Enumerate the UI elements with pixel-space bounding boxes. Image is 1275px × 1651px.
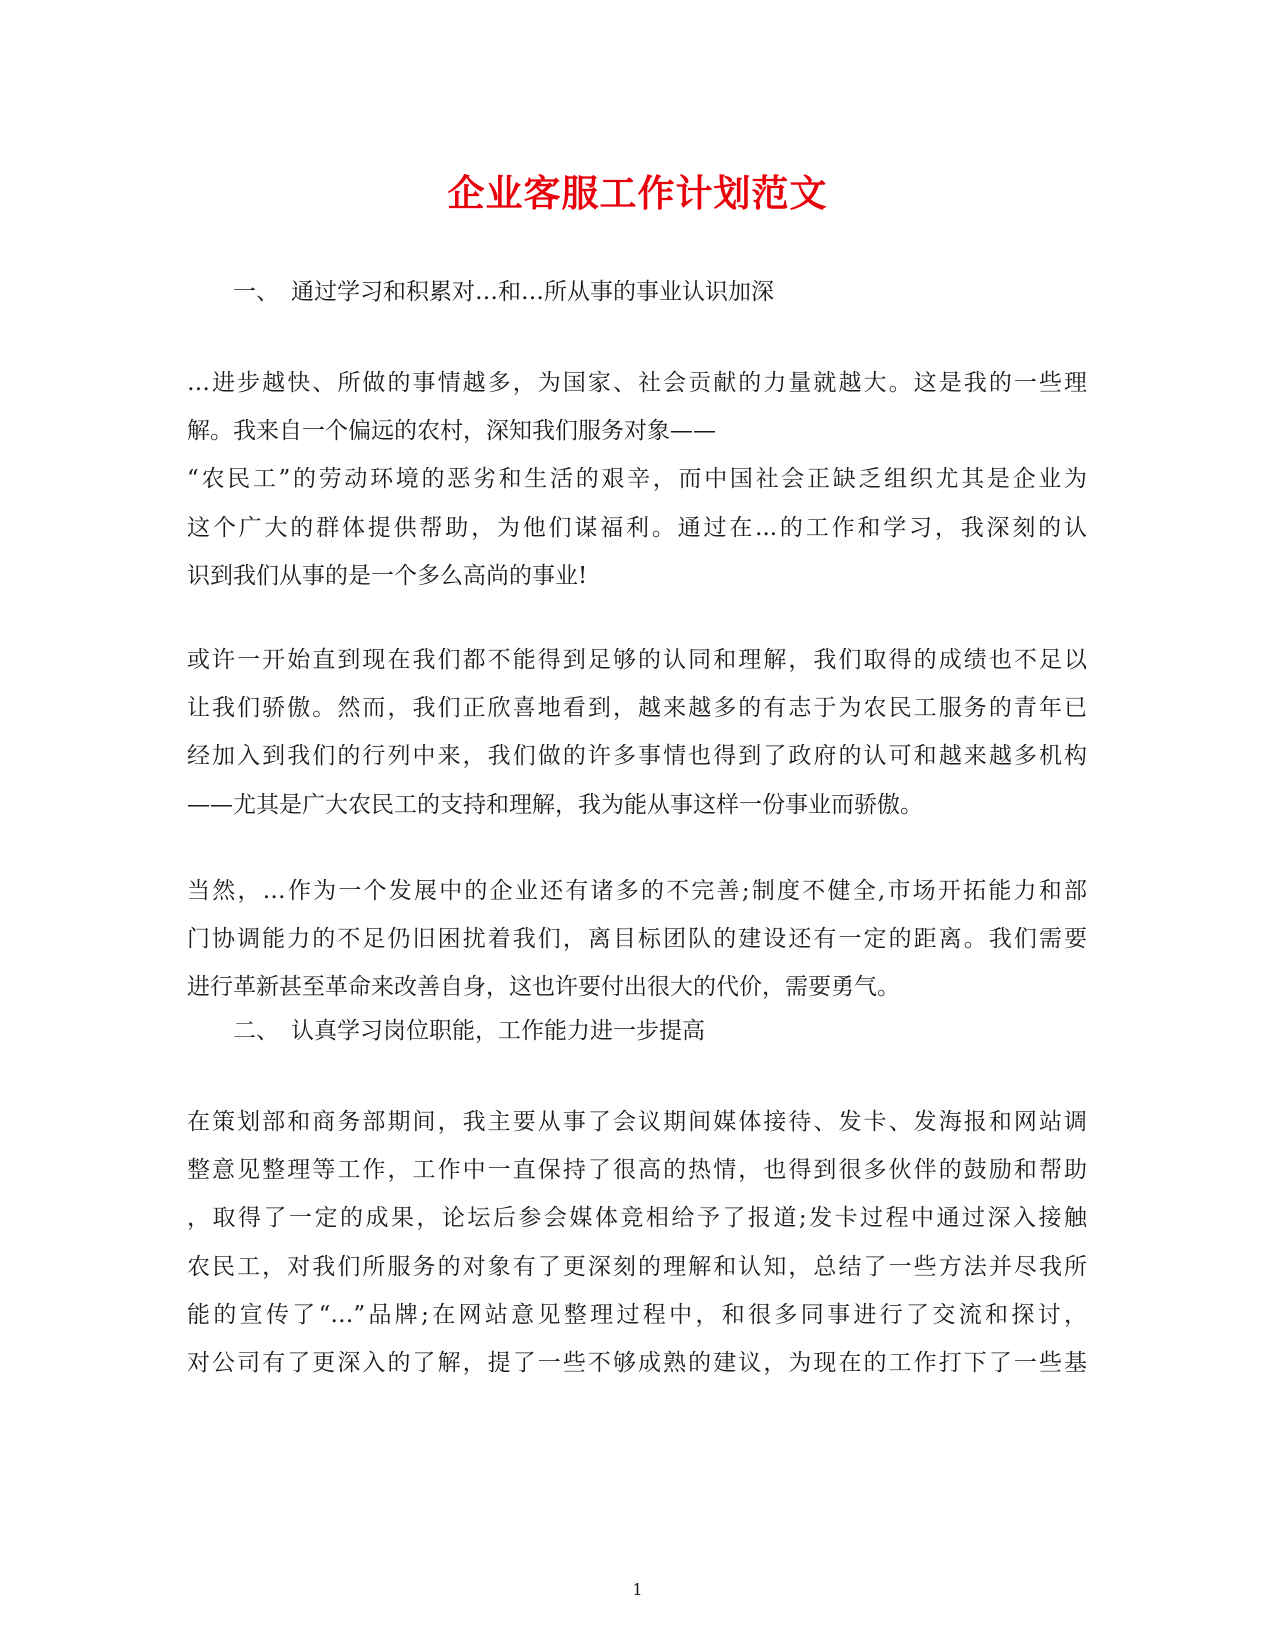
page-number: 1 <box>632 1580 643 1599</box>
paragraph-2 <box>187 636 1087 829</box>
paragraph-line: 对公司有了更深入的了解，提了一些不够成熟的建议，为现在的工作打下了一些基 <box>187 1350 1087 1377</box>
paragraph-line: 让我们骄傲。然而，我们正欣喜地看到，越来越多的有志于为农民工服务的青年已 <box>187 695 1087 722</box>
paragraph-line: 当然，…作为一个发展中的企业还有诸多的不完善;制度不健全,市场开拓能力和部 <box>187 878 1087 904</box>
section-title-2: 认真学习岗位职能，工作能力进一步提高 <box>291 1018 705 1044</box>
paragraph-line: ——尤其是广大农民工的支持和理解，我为能从事这样一份事业而骄傲。 <box>187 791 923 818</box>
paragraph-3 <box>187 867 1087 1012</box>
paragraph-1 <box>187 359 1087 600</box>
paragraph-4 <box>187 1098 1087 1387</box>
paragraph-line: 农民工，对我们所服务的对象有了更深刻的理解和认知，总结了一些方法并尽我所 <box>187 1253 1087 1280</box>
paragraph-line: 门协调能力的不足仍旧困扰着我们，离目标团队的建设还有一定的距离。我们需要 <box>187 926 1087 953</box>
paragraph-line: …进步越快、所做的事情越多，为国家、社会贡献的力量就越大。这是我的一些理 <box>187 370 1087 396</box>
paragraph-line: 或许一开始直到现在我们都不能得到足够的认同和理解，我们取得的成绩也不足以 <box>187 647 1087 673</box>
paragraph-line: 在策划部和商务部期间，我主要从事了会议期间媒体接待、发卡、发海报和网站调 <box>187 1109 1087 1135</box>
section-number-2: 二、 <box>233 1018 279 1044</box>
paragraph-line: “农民工”的劳动环境的恶劣和生活的艰辛，而中国社会正缺乏组织尤其是企业为 <box>187 466 1087 493</box>
paragraph-line: ，取得了一定的成果，论坛后参会媒体竞相给予了报道;发卡过程中通过深入接触 <box>187 1205 1087 1232</box>
section-heading-1 <box>233 276 774 308</box>
paragraph-line: 整意见整理等工作，工作中一直保持了很高的热情，也得到很多伙伴的鼓励和帮助 <box>187 1157 1087 1184</box>
paragraph-line: 能的宣传了“…”品牌;在网站意见整理过程中，和很多同事进行了交流和探讨， <box>187 1301 1087 1328</box>
paragraph-line: 进行革新甚至革命来改善自身，这也许要付出很大的代价，需要勇气。 <box>187 974 900 1001</box>
paragraph-line: 这个广大的群体提供帮助，为他们谋福利。通过在...的工作和学习，我深刻的认 <box>187 514 1087 541</box>
paragraph-line: 解。我来自一个偏远的农村，深知我们服务对象—— <box>187 418 716 445</box>
document-title: 企业客服工作计划范文 <box>447 171 828 215</box>
section-number-1: 一、 <box>233 279 279 305</box>
section-heading-2 <box>233 1015 705 1047</box>
section-title-1: 通过学习和积累对…和…所从事的事业认识加深 <box>291 279 774 305</box>
paragraph-line: 识到我们从事的是一个多么高尚的事业! <box>187 562 588 589</box>
paragraph-line: 经加入到我们的行列中来，我们做的许多事情也得到了政府的认可和越来越多机构 <box>187 743 1087 770</box>
